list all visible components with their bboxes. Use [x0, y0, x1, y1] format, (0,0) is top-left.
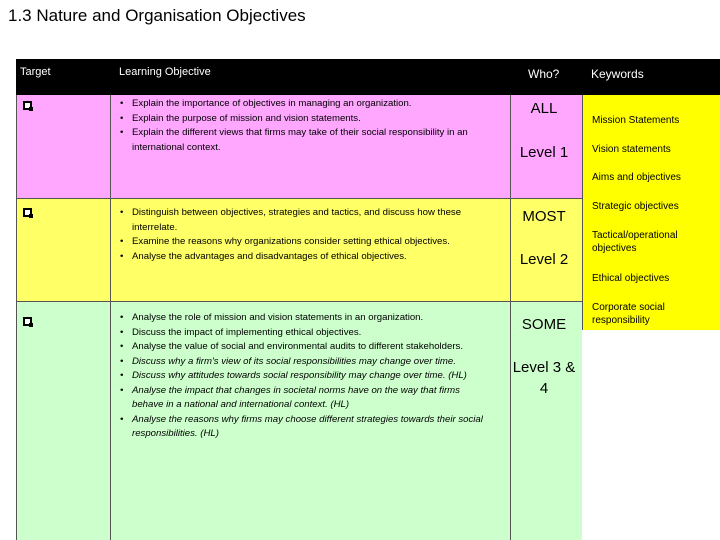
keyword-strategic-objectives: Strategic objectives [592, 201, 679, 212]
row-3-who-cell [510, 301, 582, 540]
row-1-objectives [118, 97, 500, 155]
list-item: • Analyse the impact that changes in societal norms have on the way that firms behave in a national and international context. (HL) [132, 384, 483, 413]
keyword-tactical-objectives: Tactical/operational objectives [592, 230, 678, 254]
list-item: • Discuss why a firm's view of its social responsibilities may change over time. [132, 355, 483, 370]
keywords-bottom-blank [582, 330, 720, 540]
row-3-target-cell [16, 301, 110, 540]
header-learning-objective: Learning Objective [119, 66, 211, 78]
page-title: 1.3 Nature and Organisation Objectives [8, 6, 306, 25]
header-target: Target [20, 66, 51, 78]
row-1-level: Level 1 [519, 144, 569, 161]
list-item: • Explain the importance of objectives in managing an organization. [132, 97, 500, 112]
row-2-objectives [118, 206, 500, 264]
list-item: • Explain the purpose of mission and vision statements. [132, 112, 500, 127]
keyword-csr: Corporate social responsibility [592, 302, 665, 326]
list-item: • Analyse the value of social and environmental audits to different stakeholders. [132, 340, 483, 355]
list-item: • Analyse the reasons why firms may choose different strategies towards their social responsibilities. (HL) [132, 413, 483, 442]
keyword-mission-statements: Mission Statements [592, 115, 680, 126]
target-checkbox-3[interactable] [23, 317, 32, 326]
list-item: • Examine the reasons why organizations consider setting ethical objectives. [132, 235, 500, 250]
list-item: • Discuss the impact of implementing ethical objectives. [132, 326, 483, 341]
row-1-who: ALL [530, 100, 558, 117]
header-keywords: Keywords [591, 67, 644, 81]
page-left-border [16, 95, 17, 540]
keyword-vision-statements: Vision statements [592, 144, 671, 155]
row-2-who: MOST [522, 208, 566, 225]
keyword-aims-objectives: Aims and objectives [592, 172, 681, 183]
target-checkbox-1[interactable] [23, 101, 32, 110]
keyword-ethical-objectives: Ethical objectives [592, 273, 670, 284]
row-2-level: Level 2 [519, 251, 569, 268]
list-item: • Analyse the advantages and disadvantages of ethical objectives. [132, 250, 500, 265]
table-header [16, 59, 720, 95]
row-3-level: Level 3 & 4 [512, 359, 576, 397]
row-3-who: SOME [521, 316, 567, 333]
target-checkbox-2[interactable] [23, 208, 32, 217]
list-item: • Explain the different views that firms may take of their social responsibility in an international context. [132, 126, 500, 155]
list-item: • Discuss why attitudes towards social responsibility may change over time. (HL) [132, 369, 483, 384]
row-3-objectives [118, 311, 483, 442]
header-who: Who? [528, 67, 560, 81]
list-item: • Analyse the role of mission and vision statements in an organization. [132, 311, 483, 326]
list-item: • Distinguish between objectives, strategies and tactics, and discuss how these interrelate. [132, 206, 500, 235]
